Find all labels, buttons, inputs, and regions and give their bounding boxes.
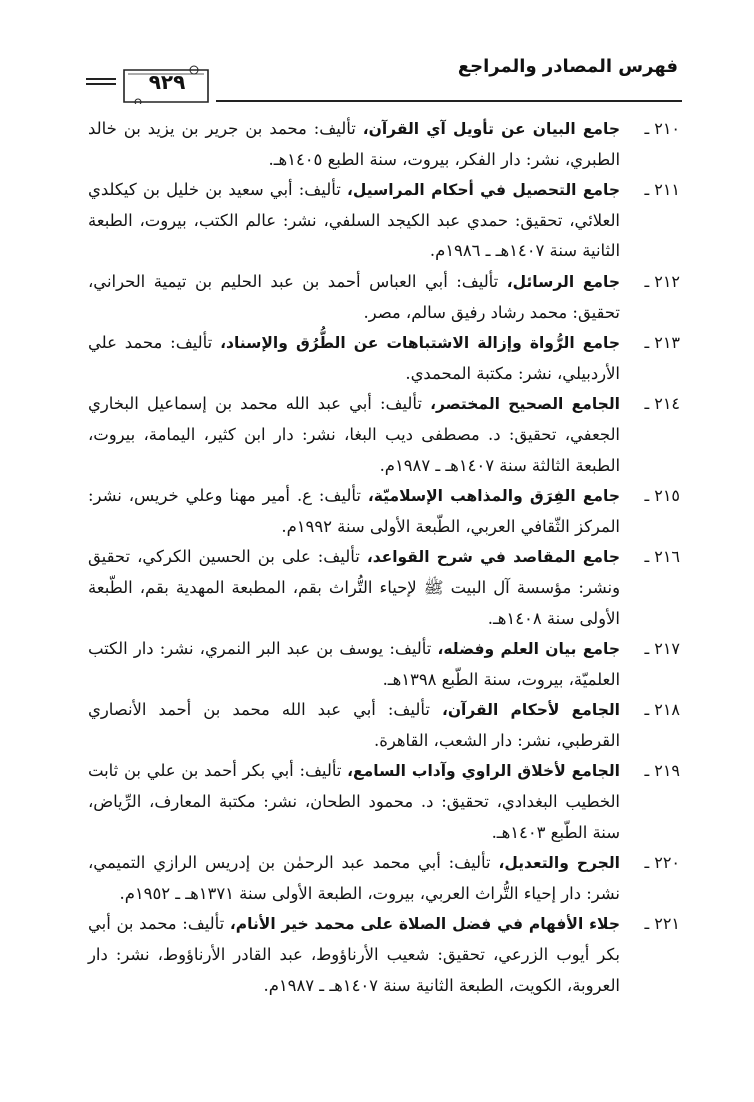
entry-details: تأليف: أبي سعيد بن خليل بن كيكلدي العلائي، تحقيق: حمدي عبد الكيجد السلفي، نشر: عالم الكتب، بيروت، الطبعة الثانية سنة ١٤٠٧هـ ـ ١٩٨٦م. bbox=[88, 180, 620, 261]
page-number-frame bbox=[118, 64, 214, 104]
entry-number: ٢١٢ ـ bbox=[644, 271, 680, 291]
entry-title: جامع الفِرَق والمذاهب الإسلاميّة، bbox=[367, 487, 620, 506]
entry-details: تأليف: محمد بن جرير بن يزيد بن خالد الطبري، نشر: دار الفكر، بيروت، سنة الطبع ١٤٠٥هـ. bbox=[88, 119, 620, 169]
entry-title: جامع الرسائل، bbox=[506, 272, 620, 291]
entry-details: تأليف: على بن الحسين الكركي، تحقيق ونشر: مؤسسة آل البيت ﷺ لإحياء التُّراث بقم، المطبعة المهدية بقم، الطّبعة الأولى سنة ١٤٠٨هـ. bbox=[88, 547, 620, 628]
entry-title: جامع التحصيل في أحكام المراسيل، bbox=[346, 181, 621, 200]
page-header bbox=[86, 56, 682, 106]
entry-number: ٢١٨ ـ bbox=[644, 700, 680, 720]
header-rule bbox=[216, 100, 682, 102]
bibliography-entry bbox=[88, 267, 680, 328]
entry-text bbox=[88, 114, 620, 175]
entry-text bbox=[88, 695, 620, 756]
entry-number: ٢١٦ ـ bbox=[644, 547, 680, 567]
entry-number: ٢١٩ ـ bbox=[644, 761, 680, 781]
entry-text bbox=[88, 756, 620, 848]
entry-text bbox=[88, 328, 620, 389]
entry-title: جامع الرُّواة وإزالة الاشتباهات عن الطُّرُق والإسناد، bbox=[220, 334, 620, 353]
entry-text bbox=[88, 267, 620, 328]
page-number: ٩٢٩ bbox=[148, 70, 186, 94]
header-double-rule bbox=[86, 78, 116, 86]
entry-number: ٢١٠ ـ bbox=[644, 119, 680, 138]
entry-title: جامع المقاصد في شرح القواعد، bbox=[366, 548, 620, 567]
entry-number: ٢١٥ ـ bbox=[644, 486, 680, 506]
entry-text bbox=[88, 542, 620, 634]
entry-title: الجرح والتعديل، bbox=[498, 854, 620, 873]
bibliography-entry bbox=[88, 756, 680, 848]
bibliography-entry bbox=[88, 328, 680, 389]
entry-text bbox=[88, 848, 620, 909]
entry-title: جامع البيان عن تأويل آي القرآن، bbox=[362, 120, 620, 138]
entry-details: تأليف: ع. أمير مهنا وعلي خريس، نشر: المركز الثّقافي العربي، الطّبعة الأولى سنة ١٩٩٢م. bbox=[88, 486, 620, 536]
bibliography-entry bbox=[88, 481, 680, 542]
entry-number: ٢٢١ ـ bbox=[644, 914, 680, 934]
entry-text bbox=[88, 481, 620, 542]
entry-details: تأليف: أبي بكر أحمد بن علي بن ثابت الخطيب البغدادي، تحقيق: د. محمود الطحان، نشر: مكتبة المعارف، الرِّياض، سنة الطّبع ١٤٠٣هـ. bbox=[88, 761, 620, 842]
entry-title: جامع بيان العلم وفضله، bbox=[437, 640, 620, 659]
bibliography-entry bbox=[88, 695, 680, 756]
entry-title: جلاء الأفهام في فضل الصلاة على محمد خير الأنام، bbox=[229, 915, 620, 934]
entry-details: تأليف: يوسف بن عبد البر النمري، نشر: دار الكتب العلميّة، بيروت، سنة الطّبع ١٣٩٨هـ. bbox=[88, 639, 620, 689]
bibliography-entry bbox=[88, 634, 680, 695]
entry-text bbox=[88, 389, 620, 481]
entry-details: تأليف: محمد علي الأردبيلي، نشر: مكتبة المحمدي. bbox=[88, 333, 620, 383]
bibliography-entry bbox=[88, 175, 680, 267]
entry-details: تأليف: أبي عبد الله محمد بن أحمد الأنصاري القرطبي، نشر: دار الشعب، القاهرة. bbox=[88, 700, 620, 750]
entry-number: ٢١١ ـ bbox=[644, 180, 680, 200]
entry-details: تأليف: محمد بن أبي بكر أيوب الزرعي، تحقيق: شعيب الأرناؤوط، عبد القادر الأرناؤوط، نشر: دار العروبة، الكويت، الطبعة الثانية سنة ١٤٠٧هـ ـ ١٩٨٧م. bbox=[88, 914, 620, 995]
entry-details: تأليف: أبي العباس أحمد بن عبد الحليم بن تيمية الحراني، تحقيق: محمد رشاد رفيق سالم، مصر. bbox=[88, 271, 620, 322]
bibliography-entry bbox=[88, 909, 680, 1001]
entry-number: ٢١٤ ـ bbox=[644, 394, 680, 414]
entry-text bbox=[88, 175, 620, 267]
entry-details: تأليف: أبي عبد الله محمد بن إسماعيل البخاري الجعفي، تحقيق: د. مصطفى ديب البغا، نشر: دار ابن كثير، اليمامة، بيروت، الطبعة الثالثة سنة ١٤٠٧هـ ـ ١٩٨٧م. bbox=[88, 394, 620, 475]
running-title: فهرس المصادر والمراجع bbox=[457, 56, 678, 77]
bibliography-entry bbox=[88, 848, 680, 909]
entry-number: ٢٢٠ ـ bbox=[644, 853, 680, 873]
entry-text bbox=[88, 634, 620, 695]
bibliography-list bbox=[88, 114, 680, 1001]
entry-title: الجامع الصحيح المختصر، bbox=[430, 395, 620, 414]
entry-number: ٢١٣ ـ bbox=[644, 333, 680, 353]
bibliography-entry bbox=[88, 542, 680, 634]
entry-text bbox=[88, 909, 620, 1001]
entry-details: تأليف: أبي محمد عبد الرحمٰن بن إدريس الرازي التميمي، نشر: دار إحياء التُّراث العربي، بيروت، الطبعة الأولى سنة ١٣٧١هـ ـ ١٩٥٢م. bbox=[88, 853, 620, 903]
entry-title: الجامع لأحكام القرآن، bbox=[441, 701, 620, 720]
entry-title: الجامع لأخلاق الراوي وآداب السامع، bbox=[347, 762, 620, 781]
entry-number: ٢١٧ ـ bbox=[644, 639, 680, 659]
bibliography-entry bbox=[88, 114, 680, 175]
bibliography-entry bbox=[88, 389, 680, 481]
